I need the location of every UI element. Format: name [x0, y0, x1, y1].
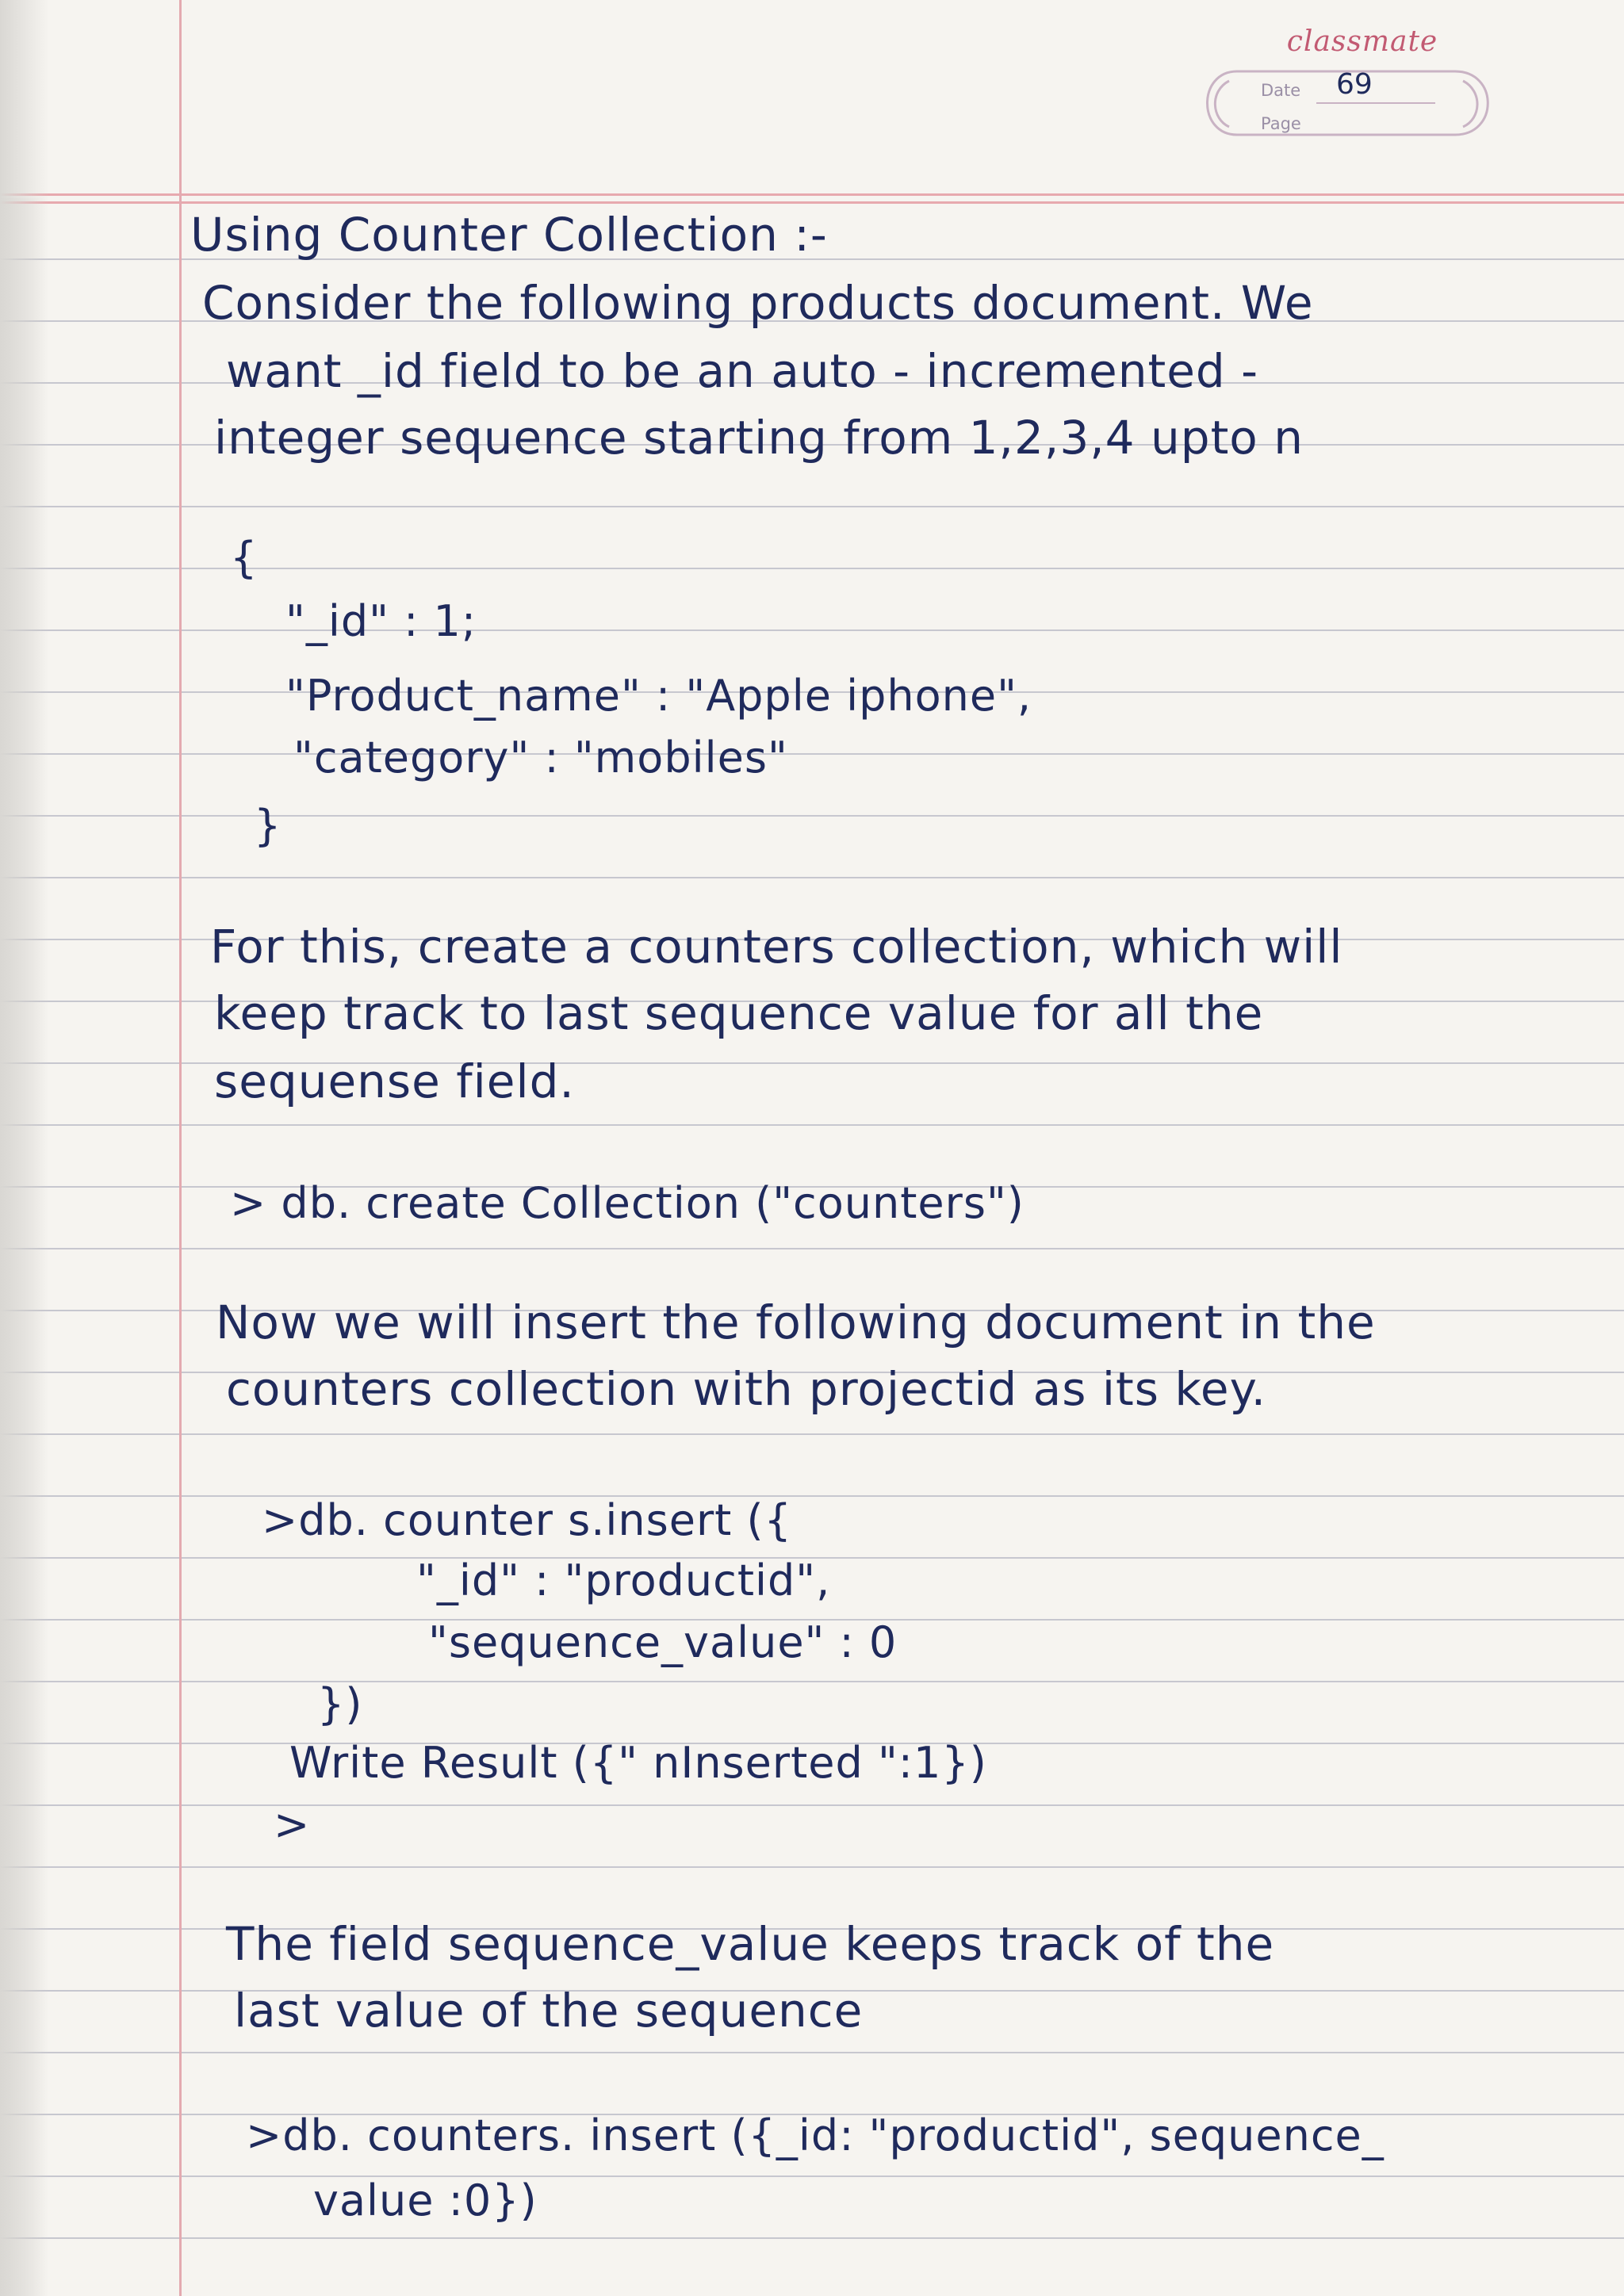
binding-shadow: [0, 0, 49, 2296]
final-command-line: >db. counters. insert ({_id: "productid", sequence_: [246, 2110, 1385, 2160]
intro-line: Consider the following products document. We: [202, 276, 1314, 330]
header-rule: [0, 201, 1624, 204]
create-command: > db. create Collection ("counters"): [230, 1178, 1025, 1228]
insert-para-line: counters collection with projectid as its key.: [226, 1362, 1267, 1416]
insert-code-line: "_id" : "productid",: [416, 1556, 831, 1605]
classmate-badge: [1182, 16, 1515, 166]
header-rule: [0, 193, 1624, 196]
margin-line: [179, 0, 182, 2296]
intro-line: integer sequence starting from 1,2,3,4 upto n: [214, 411, 1304, 465]
insert-code-line: >: [274, 1800, 311, 1850]
date-value: 69: [1336, 68, 1373, 101]
code-line: }: [254, 801, 282, 851]
brand-logo-text: classmate: [1286, 25, 1438, 58]
section-heading: Using Counter Collection :-: [190, 208, 828, 262]
insert-para-line: Now we will insert the following document in the: [216, 1295, 1376, 1349]
counters-para-line: sequense field.: [214, 1054, 575, 1108]
insert-code-line: >db. counter s.insert ({: [262, 1495, 792, 1545]
insert-code-line: "sequence_value" : 0: [428, 1617, 898, 1667]
counters-para-line: For this, create a counters collection, which will: [210, 920, 1343, 974]
page-label: Page: [1261, 114, 1301, 133]
field-para-line: The field sequence_value keeps track of the: [226, 1917, 1275, 1971]
code-line: "_id" : 1;: [285, 596, 477, 646]
code-line: "Product_name" : "Apple iphone",: [285, 671, 1032, 721]
intro-line: want _id field to be an auto - incremented -: [226, 344, 1259, 398]
insert-code-line: Write Result ({" nInserted ":1}): [289, 1738, 987, 1788]
date-label: Date: [1261, 81, 1301, 100]
insert-code-line: }): [317, 1679, 363, 1729]
code-line: {: [230, 533, 259, 583]
final-command-line: value :0}): [313, 2175, 538, 2225]
counters-para-line: keep track to last sequence value for all the: [214, 986, 1264, 1040]
field-para-line: last value of the sequence: [234, 1984, 864, 2038]
code-line: "category" : "mobiles": [293, 733, 788, 783]
